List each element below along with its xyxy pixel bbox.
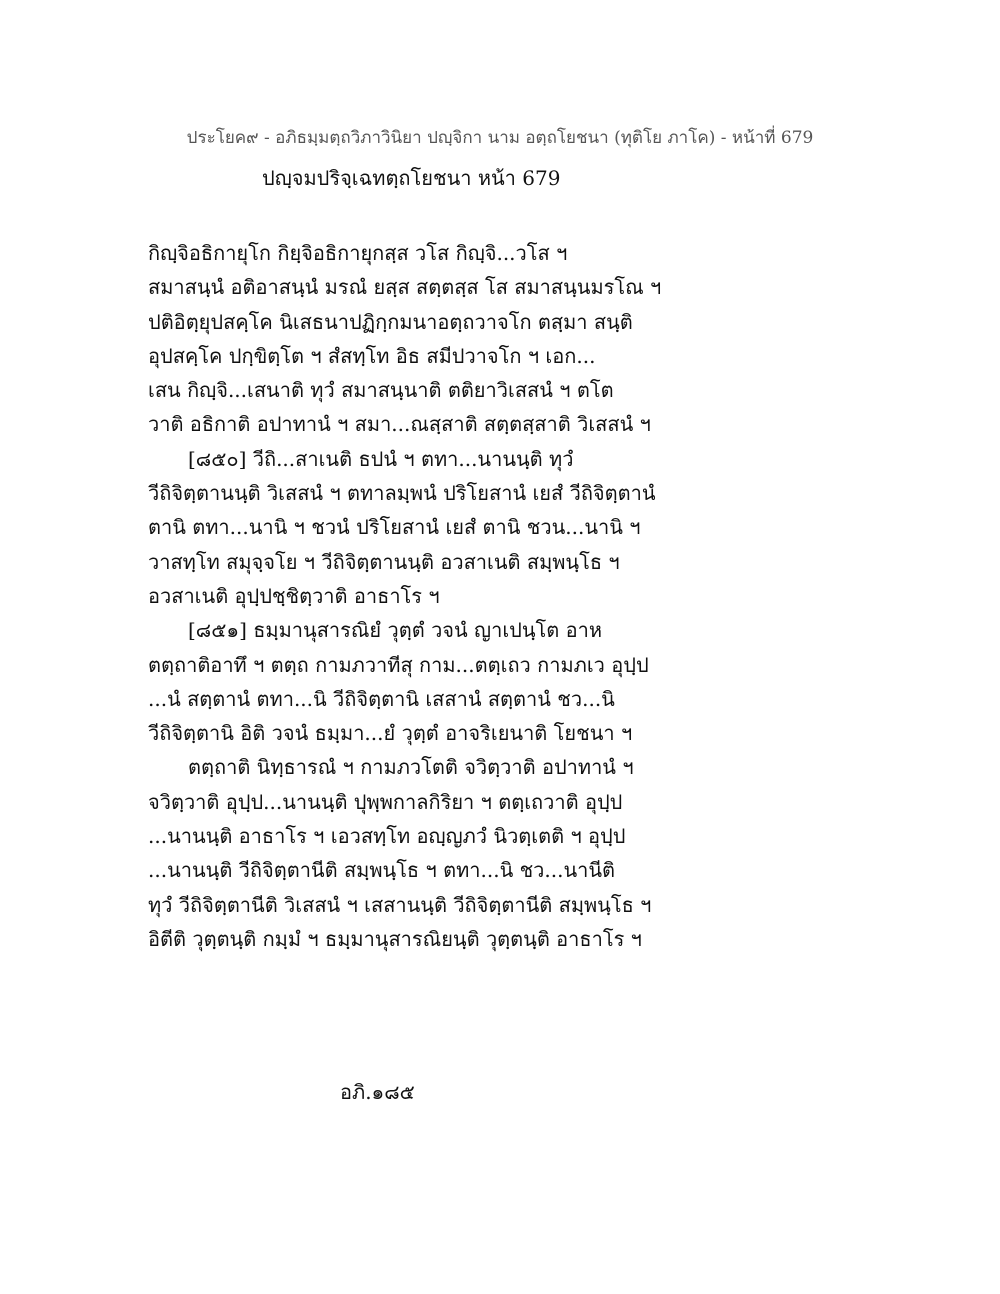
footer-page-mark: อภิ.๑๘๕ [340,1080,415,1104]
paragraph-start-line: ตตฺถาติ นิทฺธารณํ ฯ กามภวโตติ จวิตฺวาติ อปาทานํ ฯ [188,755,634,780]
text-line: เสน กิญฺจิ...เสนาติ ทุวํ สมาสนฺนาติ ตติยาวิเสสนํ ฯ ตโต [148,378,614,403]
text-line: วาติ อธิกาติ อปาทานํ ฯ สมา...ณสฺสาติ สตฺตสฺสาติ วิเสสนํ ฯ [148,412,651,437]
section-title: ปญฺจมปริจฺเฉทตฺถโยชนา หน้า 679 [262,166,561,190]
text-line: อวสาเนติ อุปฺปชฺชิตฺวาติ อาธาโร ฯ [148,583,440,608]
text-line: วาสทฺโท สมุจฺจโย ฯ วีถิจิตฺตานนฺติ อวสาเนติ สมฺพนฺโธ ฯ [148,549,620,574]
text-line: วีถิจิตฺตานนฺติ วิเสสนํ ฯ ตทาลมฺพนํ ปริโยสานํ เยสํ วีถิจิตฺตานํ [148,481,656,506]
paragraph-start-line: [๘๕๑] ธมฺมานุสารณิยํ วุตฺตํ วจนํ ญาเปนฺโต อาห [188,618,603,643]
running-header: ประโยค๙ - อภิธมฺมตฺถวิภาวินิยา ปญฺจิกา นาม อตฺถโยชนา (ทุติโย ภาโค) - หน้าที่ 679 [186,128,814,148]
text-line: ตตฺถาติอาทึ ฯ ตตฺถ กามภวาทีสุ กาม...ตตฺเถว กามภเว อุปฺป [148,652,649,677]
text-line: ...นํ สตฺตานํ ตทา...นิ วีถิจิตฺตานิ เสสานํ สตฺตานํ ชว...นิ [148,686,615,711]
body-text [148,236,848,956]
text-line: สมาสนฺนํ อติอาสนฺนํ มรณํ ยสฺส สตฺตสฺส โส สมาสนฺนมรโณ ฯ [148,275,662,300]
text-line: กิญฺจิอธิกายุโก กิยฺจิอธิกายุกสฺส วโส กิญฺจิ...วโส ฯ [148,241,568,265]
text-line: ทุวํ วีถิจิตฺตานีติ วิเสสนํ ฯ เสสานนฺติ วีถิจิตฺตานีติ สมฺพนฺโธ ฯ [148,892,652,917]
text-line: ปติอิตฺยุปสคฺโค นิเสธนาปฏิกฺกมนาอตฺถวาจโก ตสฺมา สนฺติ [148,309,633,334]
text-line: อิตีติ วุตฺตนฺติ กมฺมํ ฯ ธมฺมานุสารณิยนฺติ วุตฺตนฺติ อาธาโร ฯ [148,926,642,951]
text-line: จวิตฺวาติ อุปฺป...นานนฺติ ปุพฺพกาลกิริยา ฯ ตตฺเถวาติ อุปฺป [148,789,623,814]
text-line: อุปสคฺโค ปกฺขิตฺโต ฯ สํสทฺโท อิธ สมีปวาจโก ฯ เอก... [148,343,596,368]
paragraph-start-line: [๘๕๐] วีถิ...สาเนติ ธปนํ ฯ ตทา...นานนฺติ ทุวํ [188,446,574,471]
text-line: ...นานนฺติ วีถิจิตฺตานีติ สมฺพนฺโธ ฯ ตทา...นิ ชว...นานีติ [148,858,616,883]
text-line: วีถิจิตฺตานิ อิติ วจนํ ธมฺมา...ยํ วุตฺตํ อาจริเยนาติ โยชนา ฯ [148,721,633,746]
text-line: ตานิ ตทา...นานิ ฯ ชวนํ ปริโยสานํ เยสํ ตานิ ชวน...นานิ ฯ [148,515,641,540]
text-line: ...นานนฺติ อาธาโร ฯ เอวสทฺโท อญฺญภวํ นิวตฺเตติ ฯ อุปฺป [148,824,626,849]
